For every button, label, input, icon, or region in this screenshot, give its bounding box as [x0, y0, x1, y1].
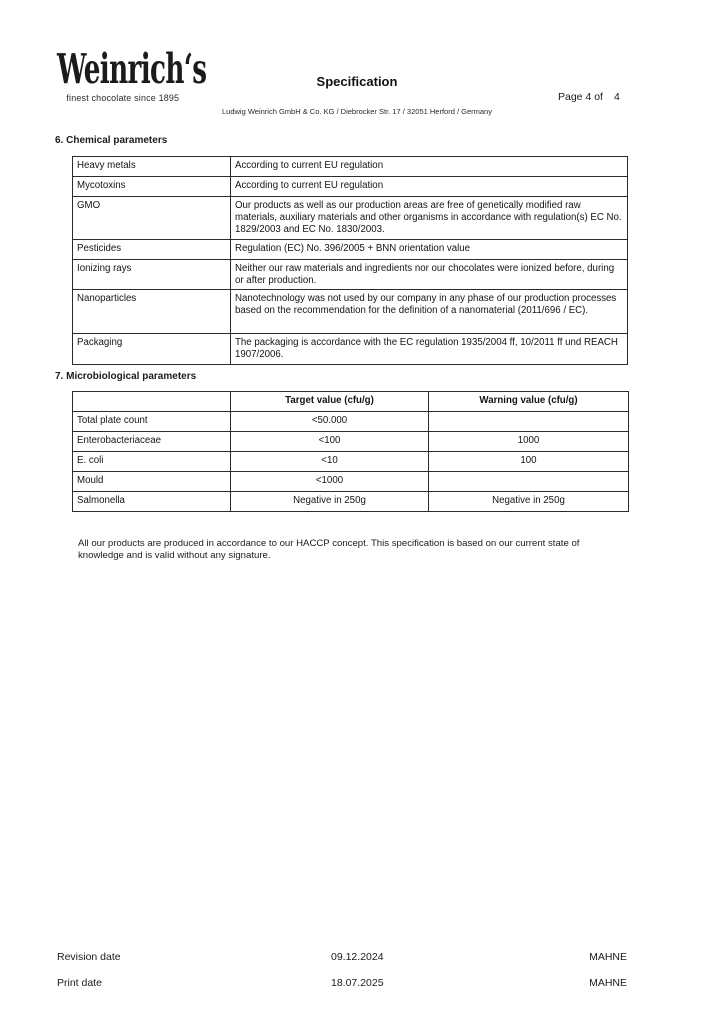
- target-value: <50.000: [231, 412, 429, 432]
- warning-value: Negative in 250g: [429, 492, 629, 512]
- page-current: 4: [585, 91, 592, 103]
- parameter-name: Total plate count: [73, 412, 231, 432]
- table-header-row: [73, 392, 629, 412]
- target-value: <100: [231, 432, 429, 452]
- target-value: <1000: [231, 472, 429, 492]
- table-row: [73, 260, 628, 290]
- parameter-value: According to current EU regulation: [231, 157, 628, 177]
- parameter-name: Mycotoxins: [73, 177, 231, 197]
- revision-date-label: Revision date: [57, 951, 121, 963]
- table-row: [73, 197, 628, 240]
- haccp-note: All our products are produced in accordance to our HACCP concept. This specification is based on our current state of knowledge and is valid without any signature.: [78, 538, 580, 561]
- print-date-value: 18.07.2025: [331, 977, 384, 989]
- parameter-name: Mould: [73, 472, 231, 492]
- page-indicator: [558, 91, 620, 103]
- brand-tagline: finest chocolate since 1895: [66, 93, 180, 104]
- warning-value: 1000: [429, 432, 629, 452]
- parameter-name: E. coli: [73, 452, 231, 472]
- table-row: [73, 412, 629, 432]
- parameter-name: Pesticides: [73, 240, 231, 260]
- target-value: <10: [231, 452, 429, 472]
- print-date-label: Print date: [57, 977, 102, 989]
- table-row: [73, 177, 628, 197]
- table-row: [73, 452, 629, 472]
- parameter-name: Nanoparticles: [73, 290, 231, 334]
- column-header-parameter: [73, 392, 231, 412]
- table-row: [73, 432, 629, 452]
- parameter-value: The packaging is accordance with the EC regulation 1935/2004 ff, 10/2011 ff und REACH 1907/2006.: [231, 334, 628, 365]
- brand-wordmark-text: Weinrich‘s: [57, 45, 207, 93]
- parameter-value: Regulation (EC) No. 396/2005 + BNN orientation value: [231, 240, 628, 260]
- revision-date-value: 09.12.2024: [331, 951, 384, 963]
- table-row: [73, 492, 629, 512]
- target-value: Negative in 250g: [231, 492, 429, 512]
- company-address: Ludwig Weinrich GmbH & Co. KG / Diebrocker Str. 17 / 32051 Herford / Germany: [222, 107, 492, 116]
- table-row: [73, 472, 629, 492]
- table-row: [73, 290, 628, 334]
- parameter-value: According to current EU regulation: [231, 177, 628, 197]
- table-row: [73, 157, 628, 177]
- parameter-name: Ionizing rays: [73, 260, 231, 290]
- parameter-name: Salmonella: [73, 492, 231, 512]
- section-heading-chemical-parameters: 6. Chemical parameters: [55, 135, 168, 146]
- parameter-value: Neither our raw materials and ingredients nor our chocolates were ionized before, during or after production.: [231, 260, 628, 290]
- print-editor: MAHNE: [589, 977, 627, 989]
- parameter-value: Our products as well as our production areas are free of genetically modified raw materials, auxiliary materials and other organisms in accordance with regulation(s) EC No. 1829/2003 and EC No. 1830/2003.: [231, 197, 628, 240]
- warning-value: [429, 412, 629, 432]
- revision-editor: MAHNE: [589, 951, 627, 963]
- table-row: [73, 240, 628, 260]
- page-of-label: of: [594, 91, 603, 103]
- warning-value: [429, 472, 629, 492]
- microbiological-parameters-table: [72, 391, 629, 512]
- chemical-parameters-table: [72, 156, 628, 365]
- section-heading-microbiological-parameters: 7. Microbiological parameters: [55, 371, 197, 382]
- document-title: Specification: [316, 74, 398, 89]
- warning-value: 100: [429, 452, 629, 472]
- parameter-name: Enterobacteriaceae: [73, 432, 231, 452]
- parameter-name: GMO: [73, 197, 231, 240]
- parameter-name: Packaging: [73, 334, 231, 365]
- parameter-value: Nanotechnology was not used by our company in any phase of our production processes based on the recommendation for the definition of a nanomaterial (2011/696 / EC).: [231, 290, 628, 334]
- table-row: [73, 334, 628, 365]
- parameter-name: Heavy metals: [73, 157, 231, 177]
- page-total: 4: [613, 91, 620, 103]
- page-label: Page: [558, 91, 583, 103]
- column-header-warning-value: Warning value (cfu/g): [429, 392, 629, 412]
- column-header-target-value: Target value (cfu/g): [231, 392, 429, 412]
